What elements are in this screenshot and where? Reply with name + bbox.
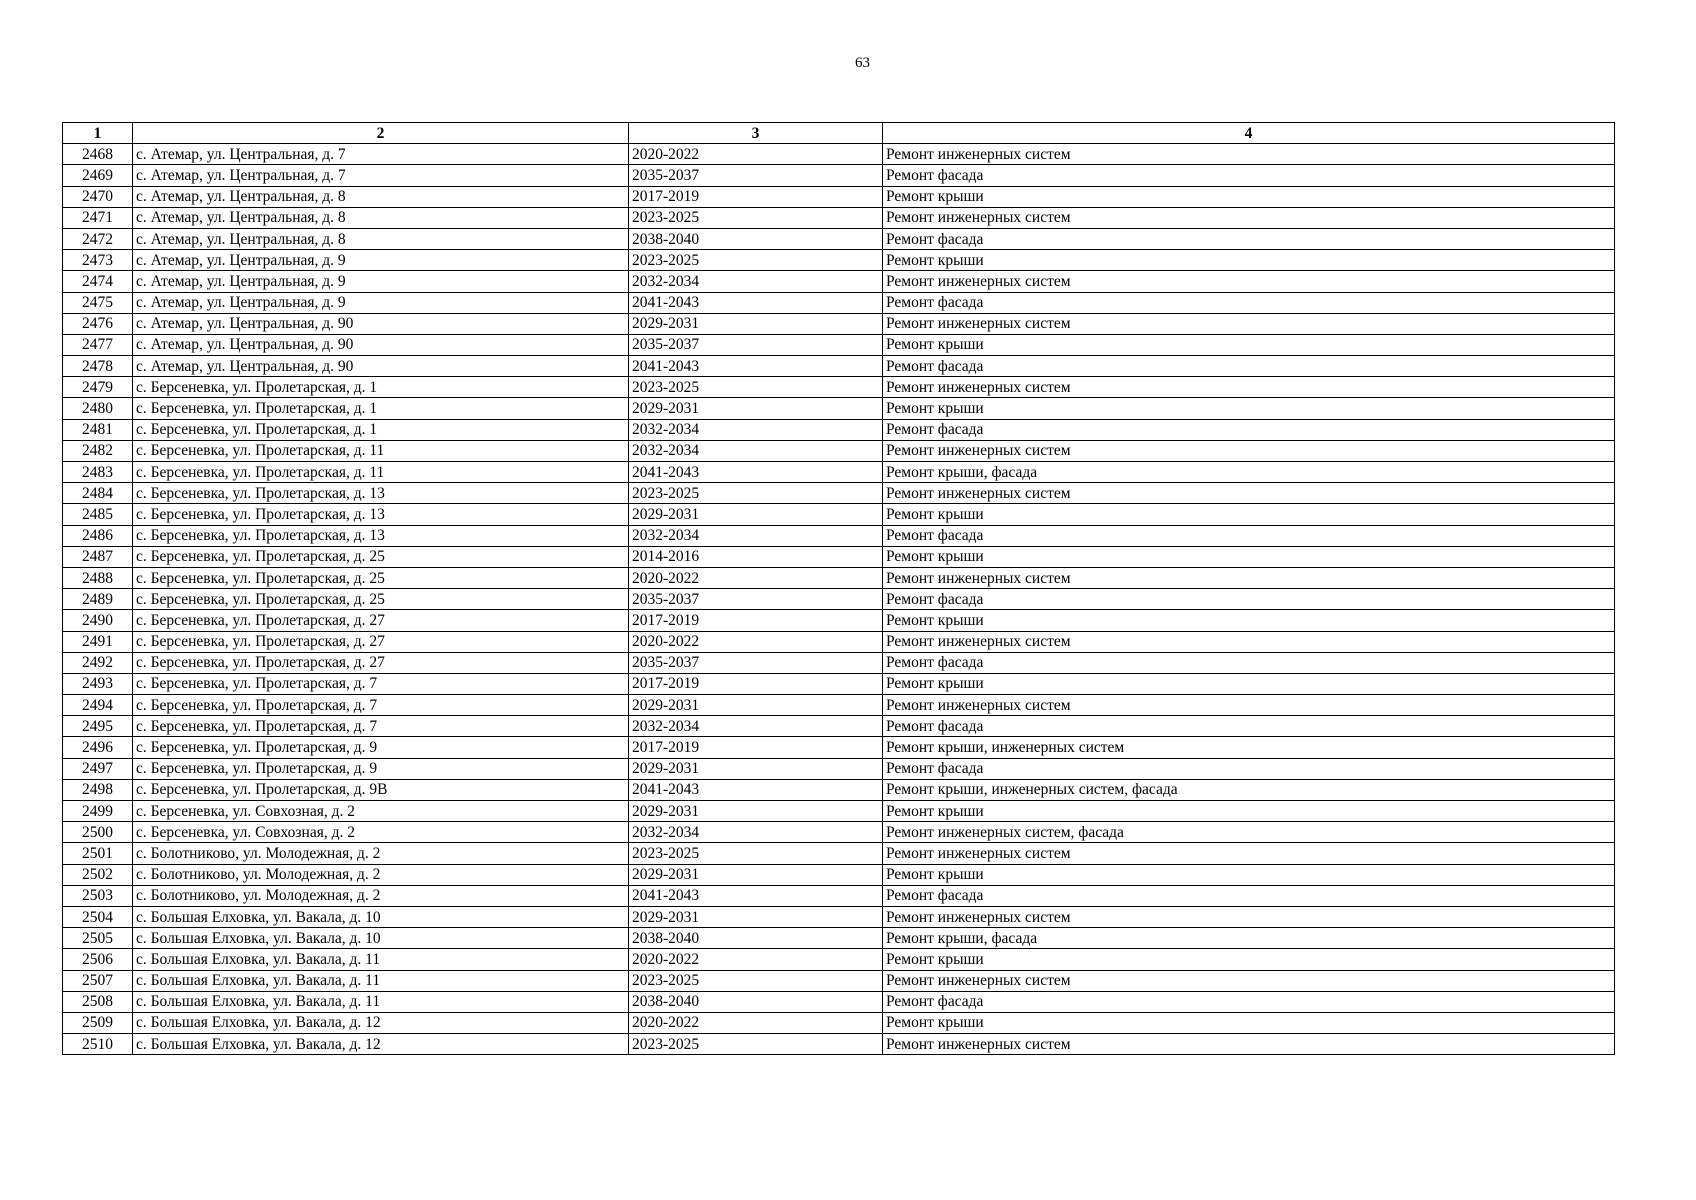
table-row [63, 250, 1615, 271]
row-number-cell: 2487 [63, 546, 133, 567]
row-number-cell: 2477 [63, 334, 133, 355]
row-number-cell: 2490 [63, 610, 133, 631]
address-cell: с. Берсеневка, ул. Пролетарская, д. 11 [133, 462, 629, 483]
address-cell: с. Берсеневка, ул. Пролетарская, д. 7 [133, 673, 629, 694]
period-cell: 2038-2040 [629, 228, 883, 249]
row-number-cell: 2494 [63, 695, 133, 716]
row-number-cell: 2496 [63, 737, 133, 758]
row-number-cell: 2469 [63, 165, 133, 186]
period-cell: 2038-2040 [629, 991, 883, 1012]
table-row [63, 843, 1615, 864]
address-cell: с. Берсеневка, ул. Пролетарская, д. 7 [133, 695, 629, 716]
table-row [63, 186, 1615, 207]
address-cell: с. Берсеневка, ул. Пролетарская, д. 27 [133, 631, 629, 652]
period-cell: 2020-2022 [629, 1012, 883, 1033]
table-row [63, 928, 1615, 949]
address-cell: с. Берсеневка, ул. Пролетарская, д. 1 [133, 398, 629, 419]
work-type-cell: Ремонт фасада [883, 991, 1615, 1012]
row-number-cell: 2484 [63, 483, 133, 504]
table-row [63, 716, 1615, 737]
address-cell: с. Большая Елховка, ул. Вакала, д. 11 [133, 970, 629, 991]
period-cell: 2035-2037 [629, 589, 883, 610]
row-number-cell: 2474 [63, 271, 133, 292]
row-number-cell: 2493 [63, 673, 133, 694]
work-type-cell: Ремонт инженерных систем [883, 906, 1615, 927]
period-cell: 2029-2031 [629, 398, 883, 419]
table-row [63, 652, 1615, 673]
row-number-cell: 2491 [63, 631, 133, 652]
row-number-cell: 2485 [63, 504, 133, 525]
table-row [63, 906, 1615, 927]
address-cell: с. Атемар, ул. Центральная, д. 7 [133, 144, 629, 165]
work-type-cell: Ремонт крыши [883, 186, 1615, 207]
table-row [63, 970, 1615, 991]
table-row [63, 1034, 1615, 1055]
period-cell: 2020-2022 [629, 949, 883, 970]
work-type-cell: Ремонт фасада [883, 652, 1615, 673]
period-cell: 2029-2031 [629, 313, 883, 334]
table-row [63, 525, 1615, 546]
period-cell: 2035-2037 [629, 165, 883, 186]
address-cell: с. Берсеневка, ул. Совхозная, д. 2 [133, 822, 629, 843]
period-cell: 2041-2043 [629, 356, 883, 377]
address-cell: с. Берсеневка, ул. Пролетарская, д. 11 [133, 440, 629, 461]
period-cell: 2023-2025 [629, 377, 883, 398]
row-number-cell: 2470 [63, 186, 133, 207]
address-cell: с. Берсеневка, ул. Пролетарская, д. 25 [133, 546, 629, 567]
work-type-cell: Ремонт крыши [883, 949, 1615, 970]
table-row [63, 483, 1615, 504]
address-cell: с. Атемар, ул. Центральная, д. 90 [133, 313, 629, 334]
work-type-cell: Ремонт инженерных систем [883, 144, 1615, 165]
address-cell: с. Берсеневка, ул. Пролетарская, д. 13 [133, 483, 629, 504]
work-type-cell: Ремонт инженерных систем [883, 483, 1615, 504]
column-header-period: 3 [629, 123, 883, 144]
table-row [63, 949, 1615, 970]
address-cell: с. Атемар, ул. Центральная, д. 9 [133, 292, 629, 313]
address-cell: с. Болотниково, ул. Молодежная, д. 2 [133, 843, 629, 864]
row-number-cell: 2471 [63, 207, 133, 228]
work-type-cell: Ремонт фасада [883, 228, 1615, 249]
address-cell: с. Атемар, ул. Центральная, д. 90 [133, 356, 629, 377]
table-row [63, 271, 1615, 292]
row-number-cell: 2488 [63, 567, 133, 588]
row-number-cell: 2481 [63, 419, 133, 440]
row-number-cell: 2507 [63, 970, 133, 991]
table-row [63, 673, 1615, 694]
period-cell: 2023-2025 [629, 1034, 883, 1055]
address-cell: с. Берсеневка, ул. Совхозная, д. 2 [133, 801, 629, 822]
work-type-cell: Ремонт инженерных систем [883, 313, 1615, 334]
period-cell: 2032-2034 [629, 271, 883, 292]
table-row [63, 631, 1615, 652]
work-type-cell: Ремонт крыши [883, 801, 1615, 822]
period-cell: 2029-2031 [629, 906, 883, 927]
row-number-cell: 2497 [63, 758, 133, 779]
row-number-cell: 2495 [63, 716, 133, 737]
period-cell: 2041-2043 [629, 779, 883, 800]
table-body [63, 144, 1615, 1055]
work-type-cell: Ремонт фасада [883, 885, 1615, 906]
work-type-cell: Ремонт инженерных систем [883, 377, 1615, 398]
period-cell: 2023-2025 [629, 970, 883, 991]
address-cell: с. Берсеневка, ул. Пролетарская, д. 13 [133, 504, 629, 525]
work-type-cell: Ремонт инженерных систем [883, 843, 1615, 864]
period-cell: 2020-2022 [629, 567, 883, 588]
table-row [63, 144, 1615, 165]
address-cell: с. Берсеневка, ул. Пролетарская, д. 25 [133, 589, 629, 610]
row-number-cell: 2483 [63, 462, 133, 483]
work-type-cell: Ремонт крыши [883, 546, 1615, 567]
address-cell: с. Большая Елховка, ул. Вакала, д. 12 [133, 1012, 629, 1033]
column-header-work-type: 4 [883, 123, 1615, 144]
work-type-cell: Ремонт крыши [883, 398, 1615, 419]
address-cell: с. Атемар, ул. Центральная, д. 8 [133, 186, 629, 207]
row-number-cell: 2500 [63, 822, 133, 843]
work-type-cell: Ремонт инженерных систем [883, 1034, 1615, 1055]
period-cell: 2023-2025 [629, 250, 883, 271]
table-row [63, 440, 1615, 461]
period-cell: 2017-2019 [629, 673, 883, 694]
period-cell: 2041-2043 [629, 885, 883, 906]
table-row [63, 822, 1615, 843]
work-type-cell: Ремонт крыши [883, 250, 1615, 271]
work-type-cell: Ремонт фасада [883, 165, 1615, 186]
work-type-cell: Ремонт крыши [883, 610, 1615, 631]
row-number-cell: 2510 [63, 1034, 133, 1055]
row-number-cell: 2468 [63, 144, 133, 165]
row-number-cell: 2505 [63, 928, 133, 949]
table-row [63, 356, 1615, 377]
table-row [63, 398, 1615, 419]
work-type-cell: Ремонт фасада [883, 525, 1615, 546]
table-row [63, 695, 1615, 716]
row-number-cell: 2498 [63, 779, 133, 800]
address-cell: с. Берсеневка, ул. Пролетарская, д. 13 [133, 525, 629, 546]
table-row [63, 334, 1615, 355]
period-cell: 2032-2034 [629, 822, 883, 843]
period-cell: 2041-2043 [629, 292, 883, 313]
work-type-cell: Ремонт фасада [883, 419, 1615, 440]
table-row [63, 1012, 1615, 1033]
row-number-cell: 2479 [63, 377, 133, 398]
row-number-cell: 2509 [63, 1012, 133, 1033]
row-number-cell: 2492 [63, 652, 133, 673]
address-cell: с. Болотниково, ул. Молодежная, д. 2 [133, 864, 629, 885]
table-row [63, 589, 1615, 610]
period-cell: 2017-2019 [629, 186, 883, 207]
table-row [63, 292, 1615, 313]
work-type-cell: Ремонт фасада [883, 292, 1615, 313]
period-cell: 2038-2040 [629, 928, 883, 949]
work-type-cell: Ремонт фасада [883, 716, 1615, 737]
period-cell: 2014-2016 [629, 546, 883, 567]
address-cell: с. Берсеневка, ул. Пролетарская, д. 9В [133, 779, 629, 800]
period-cell: 2020-2022 [629, 631, 883, 652]
work-type-cell: Ремонт инженерных систем [883, 567, 1615, 588]
address-cell: с. Большая Елховка, ул. Вакала, д. 10 [133, 906, 629, 927]
table-row [63, 504, 1615, 525]
work-type-cell: Ремонт инженерных систем, фасада [883, 822, 1615, 843]
address-cell: с. Берсеневка, ул. Пролетарская, д. 7 [133, 716, 629, 737]
period-cell: 2029-2031 [629, 695, 883, 716]
work-type-cell: Ремонт инженерных систем [883, 970, 1615, 991]
table-row [63, 207, 1615, 228]
column-header-number: 1 [63, 123, 133, 144]
address-cell: с. Большая Елховка, ул. Вакала, д. 10 [133, 928, 629, 949]
repair-schedule-table [62, 122, 1615, 1055]
table-row [63, 313, 1615, 334]
table-row [63, 737, 1615, 758]
header-row [63, 123, 1615, 144]
period-cell: 2020-2022 [629, 144, 883, 165]
address-cell: с. Атемар, ул. Центральная, д. 9 [133, 250, 629, 271]
period-cell: 2029-2031 [629, 864, 883, 885]
period-cell: 2032-2034 [629, 525, 883, 546]
table-row [63, 228, 1615, 249]
row-number-cell: 2501 [63, 843, 133, 864]
period-cell: 2032-2034 [629, 716, 883, 737]
work-type-cell: Ремонт крыши [883, 504, 1615, 525]
table-row [63, 462, 1615, 483]
row-number-cell: 2503 [63, 885, 133, 906]
row-number-cell: 2478 [63, 356, 133, 377]
address-cell: с. Большая Елховка, ул. Вакала, д. 11 [133, 949, 629, 970]
table-row [63, 864, 1615, 885]
period-cell: 2041-2043 [629, 462, 883, 483]
table-row [63, 779, 1615, 800]
row-number-cell: 2502 [63, 864, 133, 885]
row-number-cell: 2480 [63, 398, 133, 419]
address-cell: с. Атемар, ул. Центральная, д. 9 [133, 271, 629, 292]
table-row [63, 801, 1615, 822]
row-number-cell: 2475 [63, 292, 133, 313]
row-number-cell: 2504 [63, 906, 133, 927]
table-row [63, 419, 1615, 440]
work-type-cell: Ремонт крыши [883, 864, 1615, 885]
table-row [63, 377, 1615, 398]
table-row [63, 610, 1615, 631]
period-cell: 2023-2025 [629, 843, 883, 864]
period-cell: 2023-2025 [629, 483, 883, 504]
table-row [63, 991, 1615, 1012]
work-type-cell: Ремонт крыши [883, 1012, 1615, 1033]
row-number-cell: 2473 [63, 250, 133, 271]
row-number-cell: 2472 [63, 228, 133, 249]
column-header-address: 2 [133, 123, 629, 144]
work-type-cell: Ремонт инженерных систем [883, 695, 1615, 716]
work-type-cell: Ремонт фасада [883, 589, 1615, 610]
work-type-cell: Ремонт инженерных систем [883, 440, 1615, 461]
row-number-cell: 2506 [63, 949, 133, 970]
period-cell: 2029-2031 [629, 504, 883, 525]
row-number-cell: 2486 [63, 525, 133, 546]
period-cell: 2029-2031 [629, 758, 883, 779]
table-row [63, 567, 1615, 588]
work-type-cell: Ремонт крыши [883, 673, 1615, 694]
row-number-cell: 2489 [63, 589, 133, 610]
address-cell: с. Атемар, ул. Центральная, д. 90 [133, 334, 629, 355]
table-row [63, 546, 1615, 567]
address-cell: с. Атемар, ул. Центральная, д. 8 [133, 228, 629, 249]
address-cell: с. Болотниково, ул. Молодежная, д. 2 [133, 885, 629, 906]
address-cell: с. Атемар, ул. Центральная, д. 7 [133, 165, 629, 186]
period-cell: 2023-2025 [629, 207, 883, 228]
work-type-cell: Ремонт крыши, фасада [883, 928, 1615, 949]
row-number-cell: 2499 [63, 801, 133, 822]
address-cell: с. Берсеневка, ул. Пролетарская, д. 27 [133, 610, 629, 631]
table-row [63, 165, 1615, 186]
address-cell: с. Большая Елховка, ул. Вакала, д. 12 [133, 1034, 629, 1055]
address-cell: с. Атемар, ул. Центральная, д. 8 [133, 207, 629, 228]
table-row [63, 885, 1615, 906]
table-row [63, 758, 1615, 779]
address-cell: с. Берсеневка, ул. Пролетарская, д. 9 [133, 758, 629, 779]
row-number-cell: 2482 [63, 440, 133, 461]
work-type-cell: Ремонт крыши, инженерных систем, фасада [883, 779, 1615, 800]
work-type-cell: Ремонт крыши [883, 334, 1615, 355]
period-cell: 2017-2019 [629, 610, 883, 631]
work-type-cell: Ремонт крыши, инженерных систем [883, 737, 1615, 758]
address-cell: с. Берсеневка, ул. Пролетарская, д. 27 [133, 652, 629, 673]
address-cell: с. Берсеневка, ул. Пролетарская, д. 1 [133, 419, 629, 440]
period-cell: 2032-2034 [629, 440, 883, 461]
work-type-cell: Ремонт фасада [883, 758, 1615, 779]
period-cell: 2032-2034 [629, 419, 883, 440]
address-cell: с. Берсеневка, ул. Пролетарская, д. 9 [133, 737, 629, 758]
work-type-cell: Ремонт инженерных систем [883, 271, 1615, 292]
period-cell: 2029-2031 [629, 801, 883, 822]
work-type-cell: Ремонт инженерных систем [883, 207, 1615, 228]
address-cell: с. Берсеневка, ул. Пролетарская, д. 25 [133, 567, 629, 588]
row-number-cell: 2508 [63, 991, 133, 1012]
row-number-cell: 2476 [63, 313, 133, 334]
address-cell: с. Большая Елховка, ул. Вакала, д. 11 [133, 991, 629, 1012]
period-cell: 2017-2019 [629, 737, 883, 758]
period-cell: 2035-2037 [629, 652, 883, 673]
work-type-cell: Ремонт крыши, фасада [883, 462, 1615, 483]
period-cell: 2035-2037 [629, 334, 883, 355]
address-cell: с. Берсеневка, ул. Пролетарская, д. 1 [133, 377, 629, 398]
work-type-cell: Ремонт инженерных систем [883, 631, 1615, 652]
work-type-cell: Ремонт фасада [883, 356, 1615, 377]
page-number: 63 [855, 55, 870, 71]
